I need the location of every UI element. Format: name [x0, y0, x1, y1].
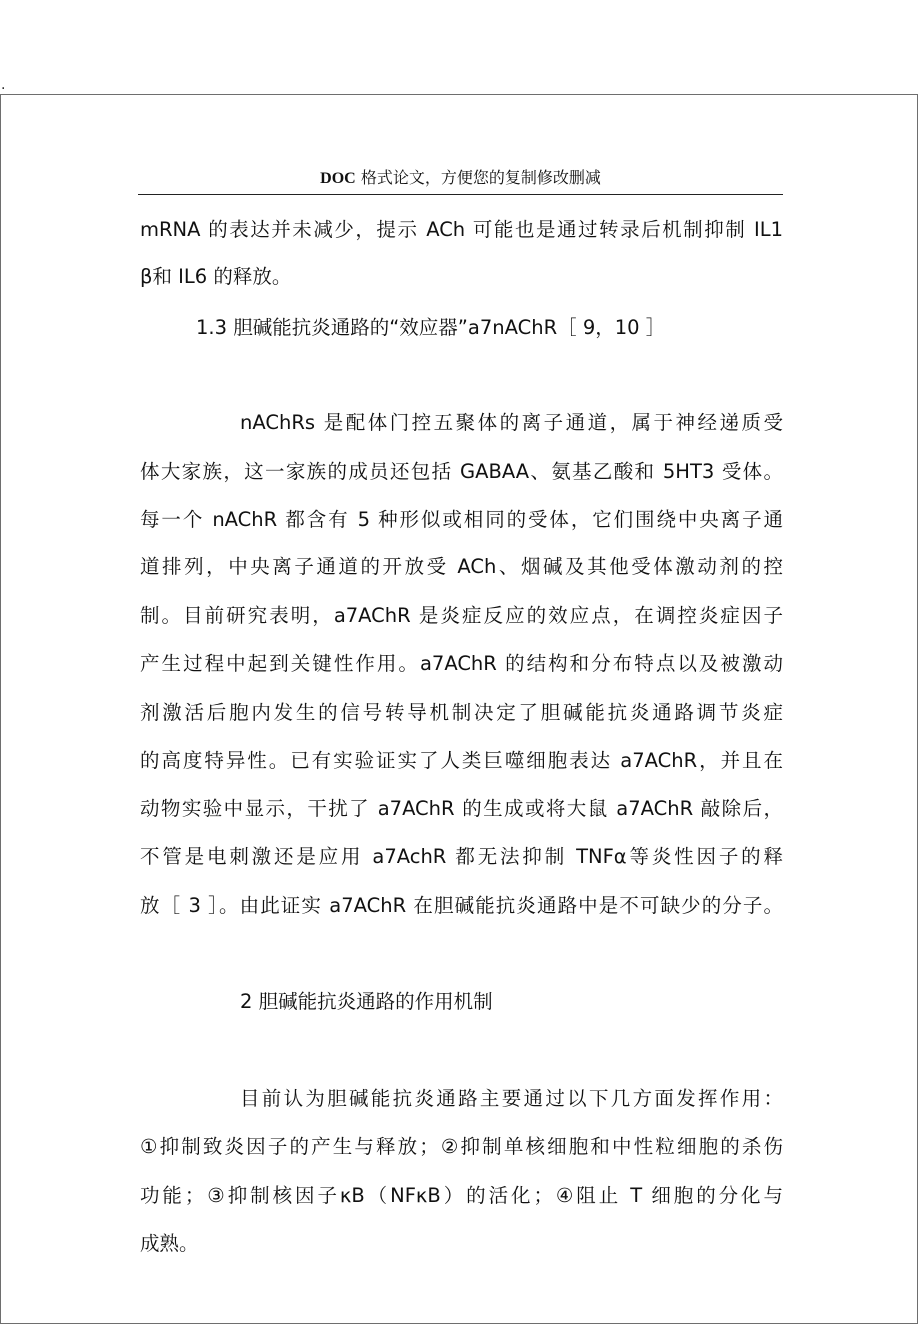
body-line: 的高度特异性。已有实验证实了人类巨噬细胞表达 a7AChR，并且在 [140, 749, 783, 772]
body-line: 动物实验中显示，干扰了 a7AChR 的生成或将大鼠 a7AChR 敲除后， [140, 797, 783, 820]
paragraph-first-line: 目前认为胆碱能抗炎通路主要通过以下几方面发挥作用： [240, 1087, 783, 1110]
paragraph-first-line: nAChRs 是配体门控五聚体的离子通道，属于神经递质受 [240, 411, 783, 434]
body-line: 制。目前研究表明，a7AChR 是炎症反应的效应点，在调控炎症因子 [140, 604, 783, 627]
corner-mark: . [1, 77, 6, 93]
section-heading: 1.3 胆碱能抗炎通路的“效应器”a7nAChR［ 9，10 ］ [196, 316, 666, 339]
header-text: 格式论文，方便您的复制修改删减 [355, 168, 601, 187]
running-header [138, 164, 783, 195]
body-line: 道排列，中央离子通道的开放受 ACh、烟碱及其他受体激动剂的控 [140, 555, 783, 578]
body-line: 体大家族，这一家族的成员还包括 GABAA、氨基乙酸和 5HT3 受体。 [140, 460, 783, 483]
body-line: 放［ 3 ］。由此证实 a7AChR 在胆碱能抗炎通路中是不可缺少的分子。 [140, 894, 783, 917]
body-line: β和 IL6 的释放。 [140, 265, 292, 288]
body-line: 每一个 nAChR 都含有 5 种形似或相同的受体，它们围绕中央离子通 [140, 508, 783, 531]
body-line: 不管是电刺激还是应用 a7AchR 都无法抑制 TNFα等炎性因子的释 [140, 845, 783, 868]
body-line: 成熟。 [140, 1232, 199, 1255]
section-heading: 2 胆碱能抗炎通路的作用机制 [240, 990, 493, 1013]
header-doc-word: DOC [320, 170, 356, 187]
body-line: ①抑制致炎因子的产生与释放；②抑制单核细胞和中性粒细胞的杀伤 [140, 1135, 783, 1158]
body-line: 产生过程中起到关键性作用。a7AChR 的结构和分布特点以及被激动 [140, 652, 783, 675]
body-line: mRNA 的表达并未减少，提示 ACh 可能也是通过转录后机制抑制 IL1 [140, 218, 783, 241]
body-line: 功能；③抑制核因子κB（NFκB）的活化；④阻止 T 细胞的分化与 [140, 1184, 783, 1207]
body-line: 剂激活后胞内发生的信号转导机制决定了胆碱能抗炎通路调节炎症 [140, 701, 783, 724]
